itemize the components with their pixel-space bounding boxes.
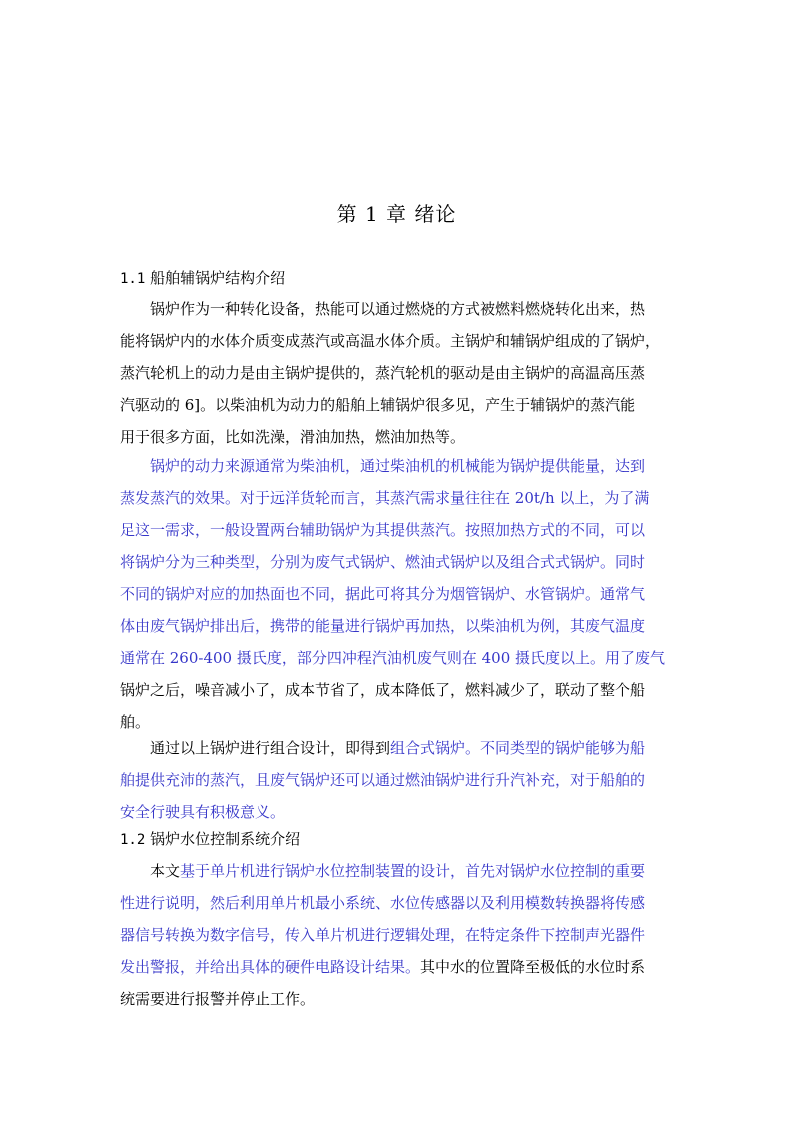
paragraph-line: 体由废气锅炉排出后，携带的能量进行锅炉再加热，以柴油机为例，其废气温度 <box>120 617 646 635</box>
paragraph-line: 蒸发蒸汽的效果。对于远洋货轮而言，其蒸汽需求量往往在 20t/h 以上，为了满 <box>120 489 650 507</box>
paragraph-line: 能将锅炉内的水体介质变成蒸汽或高温水体介质。主锅炉和辅锅炉组成的了锅炉， <box>120 332 661 350</box>
paragraph-line: 安全行驶具有积极意义。 <box>120 803 286 821</box>
paragraph-line: 足这一需求，一般设置两台辅助锅炉为其提供蒸汽。按照加热方式的不同，可以 <box>120 521 646 539</box>
paragraph-line <box>120 732 680 764</box>
highlighted-text: 基于单片机进行锅炉水位控制装置的设计，首先对锅炉水位控制的重要 <box>180 862 646 880</box>
paragraph-4 <box>120 855 680 1015</box>
paragraph-line: 器信号转换为数字信号，传入单片机进行逻辑处理，在特定条件下控制声光器件 <box>120 926 646 944</box>
paragraph-1 <box>120 293 680 453</box>
paragraph-line: 舶。 <box>120 713 151 731</box>
paragraph-line: 通常在 260-400 摄氏度，部分四冲程汽油机废气则在 400 摄氏度以上。用了废气 <box>120 649 666 667</box>
highlighted-text: 组合式锅炉。不同类型的锅炉能够为船 <box>390 739 646 757</box>
paragraph-text: 本文 <box>150 862 181 880</box>
paragraph-line: 汽驱动的 6]。以柴油机为动力的船舶上辅锅炉很多见，产生于辅锅炉的蒸汽能 <box>120 396 636 414</box>
paragraph-2 <box>120 450 680 738</box>
paragraph-line: 锅炉的动力来源通常为柴油机，通过柴油机的机械能为锅炉提供能量，达到 <box>150 457 646 475</box>
paragraph-line: 性进行说明，然后利用单片机最小系统、水位传感器以及利用模数转换器将传感 <box>120 894 646 912</box>
highlighted-text: 发出警报，并给出具体的硬件电路设计结果。 <box>120 958 421 976</box>
section-title: 船舶辅锅炉结构介绍 <box>150 269 286 287</box>
paragraph-line: 将锅炉分为三种类型，分别为废气式锅炉、燃油式锅炉以及组合式式锅炉。同时 <box>120 553 646 571</box>
paragraph-line: 蒸汽轮机上的动力是由主锅炉提供的，蒸汽轮机的驱动是由主锅炉的高温高压蒸 <box>120 364 646 382</box>
chapter-title: 第 1 章 绪论 <box>336 202 457 226</box>
paragraph-line: 舶提供充沛的蒸汽，且废气锅炉还可以通过燃油锅炉进行升汽补充，对于船舶的 <box>120 771 646 789</box>
paragraph-line: 锅炉作为一种转化设备，热能可以通过燃烧的方式被燃料燃烧转化出来，热 <box>150 300 646 318</box>
paragraph-text: 其中水的位置降至极低的水位时系 <box>420 958 646 976</box>
paragraph-line: 不同的锅炉对应的加热面也不同，据此可将其分为烟管锅炉、水管锅炉。通常气 <box>120 585 646 603</box>
section-title: 锅炉水位控制系统介绍 <box>150 830 301 848</box>
section-heading-1-2 <box>120 828 300 851</box>
section-heading-1-1 <box>120 267 285 290</box>
paragraph-line <box>120 951 680 983</box>
section-number: 1.1 <box>120 271 146 287</box>
paragraph-3 <box>120 732 680 828</box>
paragraph-line: 锅炉之后，噪音减小了，成本节省了，成本降低了，燃料减少了，联动了整个船 <box>120 681 646 699</box>
paragraph-line: 用于很多方面，比如洗澡，滑油加热，燃油加热等。 <box>120 428 466 446</box>
paragraph-text: 通过以上锅炉进行组合设计，即得到 <box>150 739 391 757</box>
section-number: 1.2 <box>120 832 146 848</box>
paragraph-line <box>120 855 680 887</box>
paragraph-line: 统需要进行报警并停止工作。 <box>120 990 316 1008</box>
